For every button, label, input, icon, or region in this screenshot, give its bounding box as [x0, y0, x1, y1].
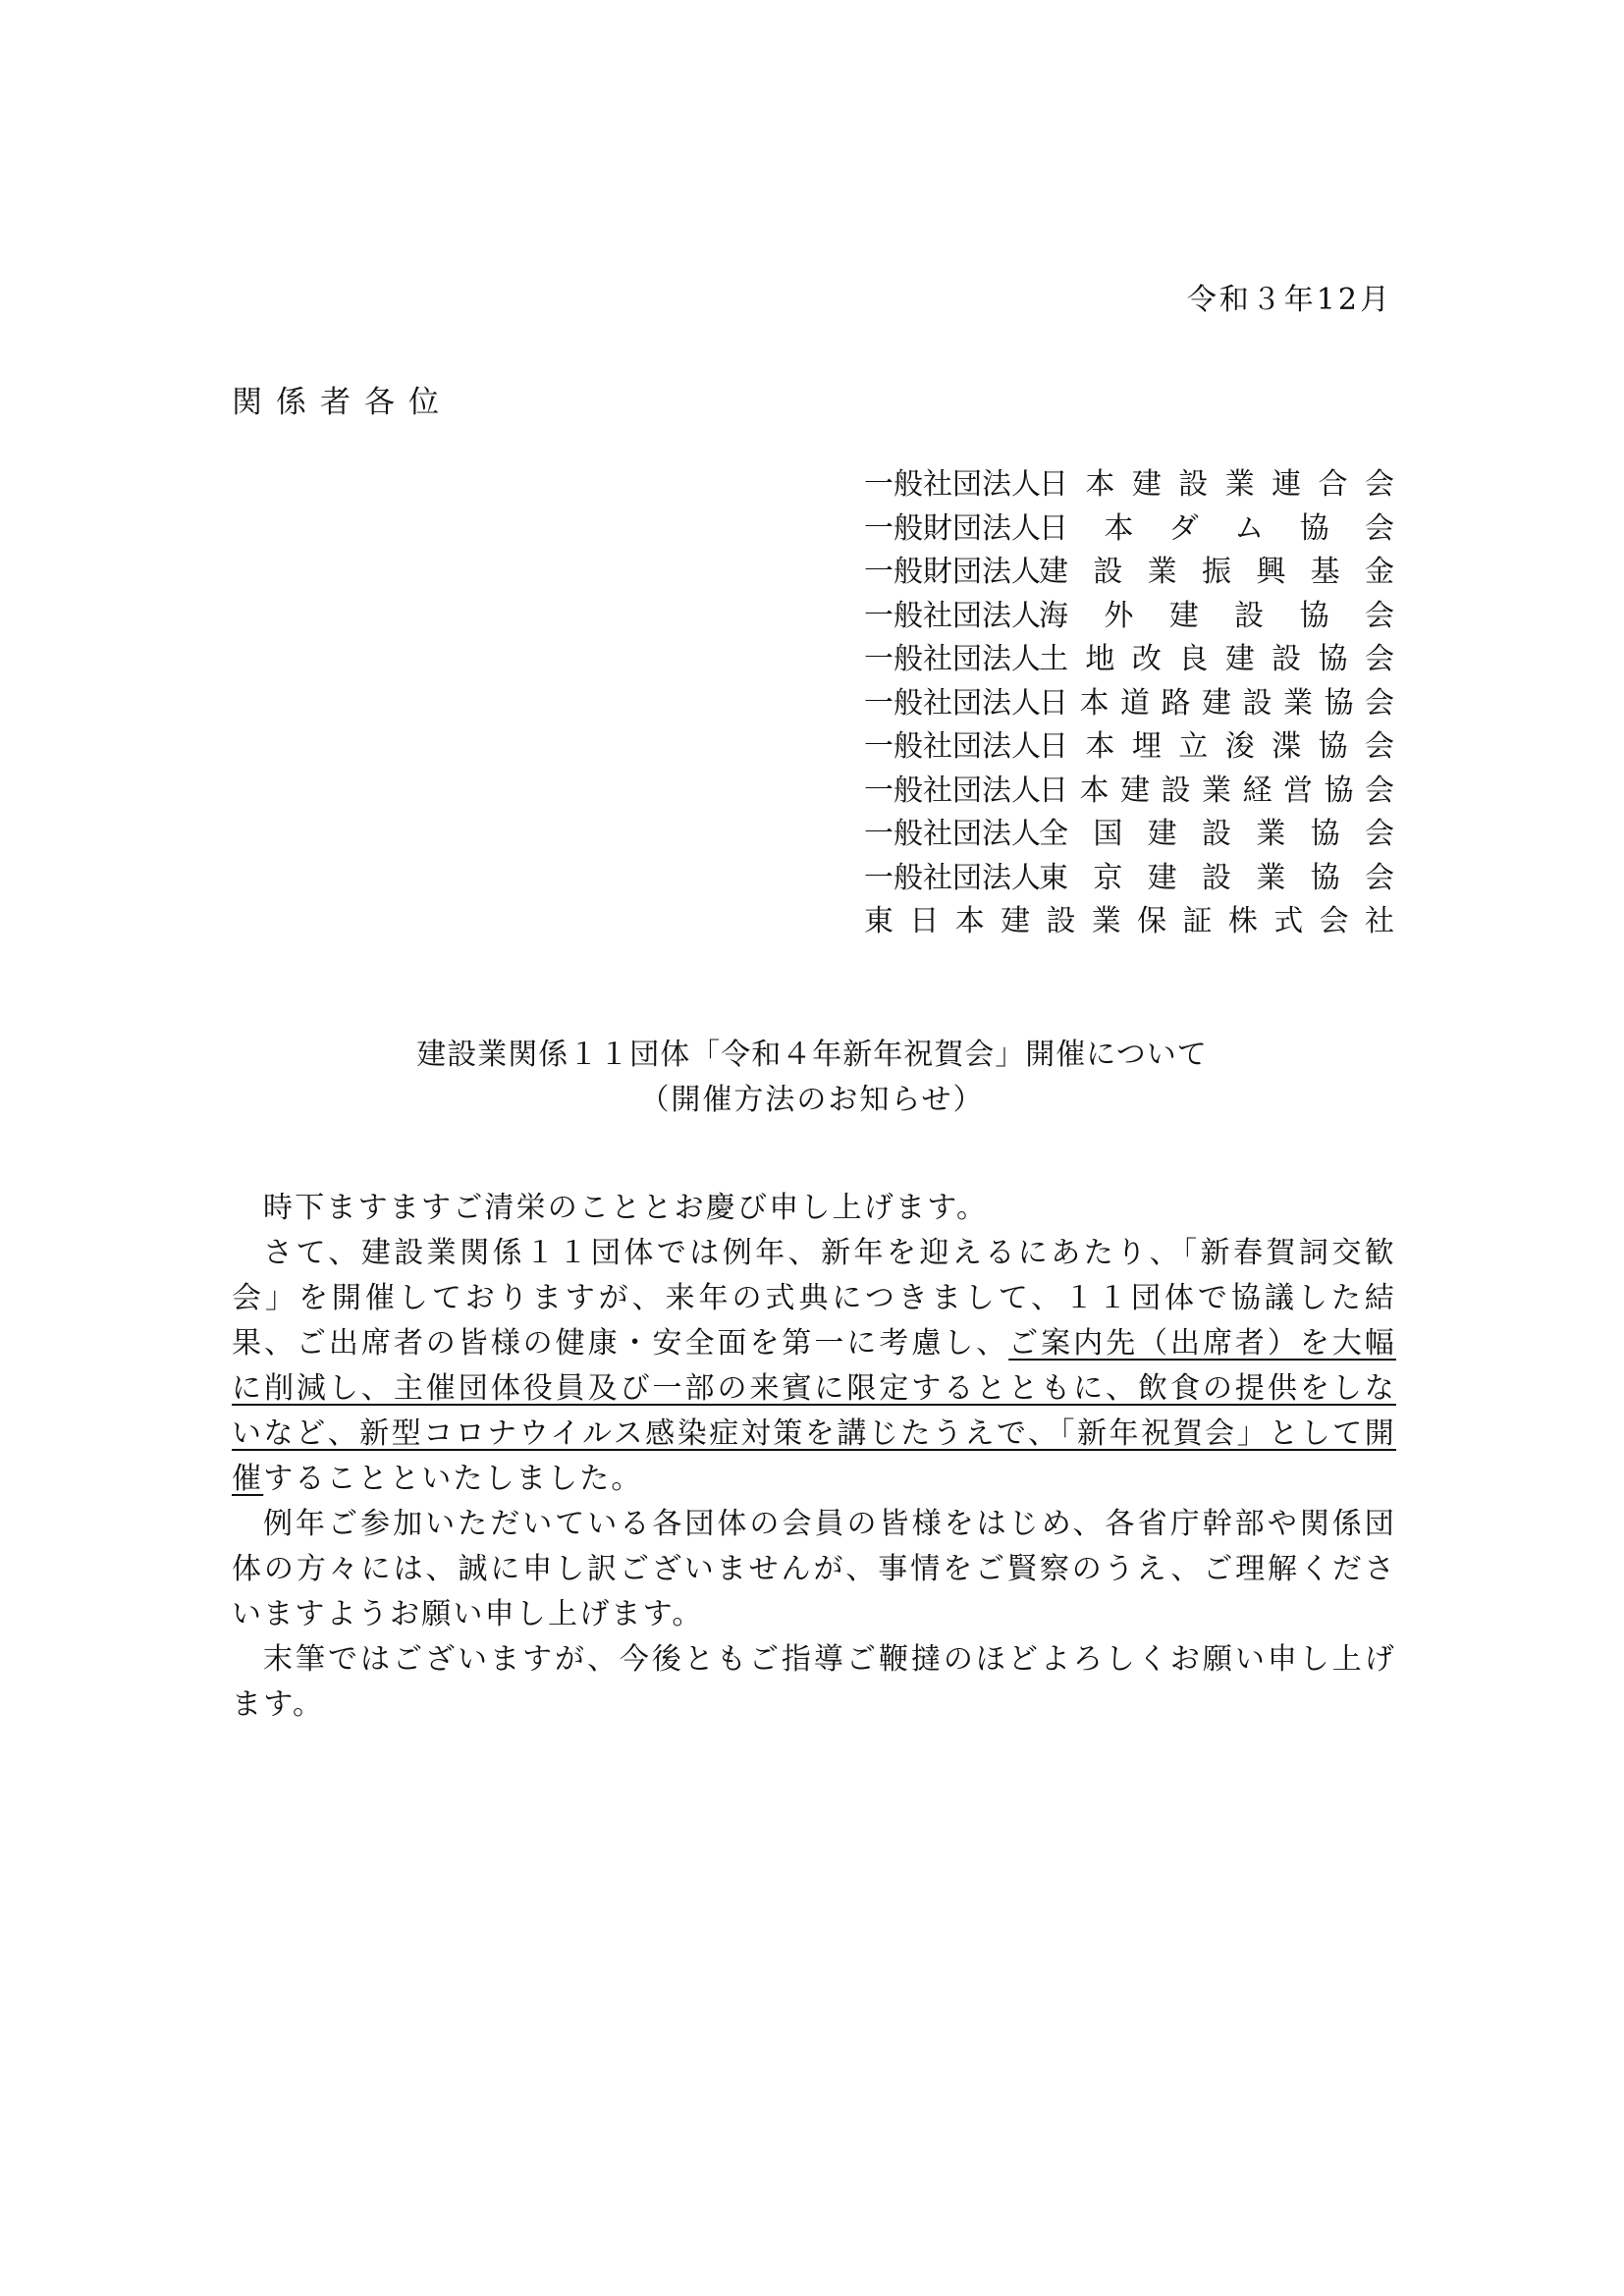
title-sub: （開催方法のお知らせ）	[639, 1083, 985, 1117]
sender-org-name: 土 地 改 良 建 設 協 会	[1039, 642, 1394, 676]
sender-row	[864, 638, 1394, 682]
sender-row	[864, 551, 1394, 595]
sender-org-type: 一般社団法人	[864, 685, 1041, 721]
sender-org-type: 一般社団法人	[864, 642, 1041, 676]
title-main: 建設業関係１１団体「令和４年新年祝賀会」開催について	[416, 1038, 1208, 1072]
sender-org-type: 一般財団法人	[864, 510, 1041, 546]
sender-org-name: 日 本 道 路 建 設 業 協 会	[1039, 685, 1394, 721]
letter-title	[196, 1033, 1428, 1123]
sender-org-name: 日 本 ダ ム 協 会	[1039, 510, 1394, 546]
sender-org-type: 一般社団法人	[864, 598, 1041, 633]
sender-row	[864, 463, 1394, 507]
body-paragraph-apology: 例年ご参加いただいている各団体の会員の皆様をはじめ、各省庁幹部や関係団体の方々には、誠に申し訳ございませんが、事情をご賢察のうえ、ご理解くださいますようお願い申し上げます。	[232, 1507, 1396, 1631]
sender-org-type: 一般社団法人	[864, 817, 1041, 851]
body-paragraph-greeting: 時下ますますご清栄のこととお慶び申し上げます。	[263, 1191, 989, 1225]
body-paragraph-announcement	[232, 1231, 1396, 1502]
announcement-text-underlined: ご案内先（出席者）を大幅に削減し、主催団体役員及び一部の来賓に限定するとともに、飲食の提供をしないなど、新型コロナウイルス感染症対策を講じたうえで、「新年祝賀会」として開催	[232, 1326, 1396, 1496]
letter-date: 令和３年12月	[1186, 283, 1392, 317]
announcement-text-intro: さて、建設業関係１１団体では例年、新年を迎えるにあたり、「新春賀詞交歓会」を開催しておりますが、来年の式典につきまして、１１団体で協議した結果、ご出席者の皆様の健康・安全面を第一に考慮し、	[232, 1236, 1396, 1361]
sender-row	[864, 507, 1394, 552]
sender-org-type: 一般社団法人	[864, 729, 1041, 764]
sender-row	[864, 595, 1394, 639]
sender-org-name: 東 京 建 設 業 協 会	[1039, 860, 1394, 895]
sender-list	[864, 463, 1394, 944]
sender-org-name: 海 外 建 設 協 会	[1039, 598, 1394, 633]
sender-org-type: 一般財団法人	[864, 555, 1041, 589]
sender-row	[864, 900, 1394, 944]
sender-row	[864, 813, 1394, 857]
sender-row	[864, 770, 1394, 814]
sender-org-name: 日 本 建 設 業 連 合 会	[1039, 467, 1394, 502]
sender-org-name: 建 設 業 振 興 基 金	[1039, 555, 1394, 589]
announcement-text-end: することといたしました。	[263, 1462, 643, 1496]
sender-row	[864, 682, 1394, 726]
sender-row	[864, 857, 1394, 901]
sender-org-name: 日 本 埋 立 浚 渫 協 会	[1039, 729, 1394, 764]
addressee: 関係者各位	[232, 385, 453, 420]
sender-row	[864, 725, 1394, 770]
sender-org-name: 日 本 建 設 業 経 営 協 会	[1039, 773, 1394, 808]
sender-org-type: 一般社団法人	[864, 860, 1041, 895]
letter-body	[232, 1186, 1396, 1728]
sender-org-name: 全 国 建 設 業 協 会	[1039, 817, 1394, 851]
sender-org-type: 一般社団法人	[864, 773, 1041, 808]
sender-org-name: 東 日 本 建 設 業 保 証 株 式 会 社	[864, 904, 1394, 938]
sender-org-type: 一般社団法人	[864, 467, 1041, 502]
body-paragraph-closing: 末筆ではございますが、今後ともご指導ご鞭撻のほどよろしくお願い申し上げます。	[232, 1642, 1396, 1722]
